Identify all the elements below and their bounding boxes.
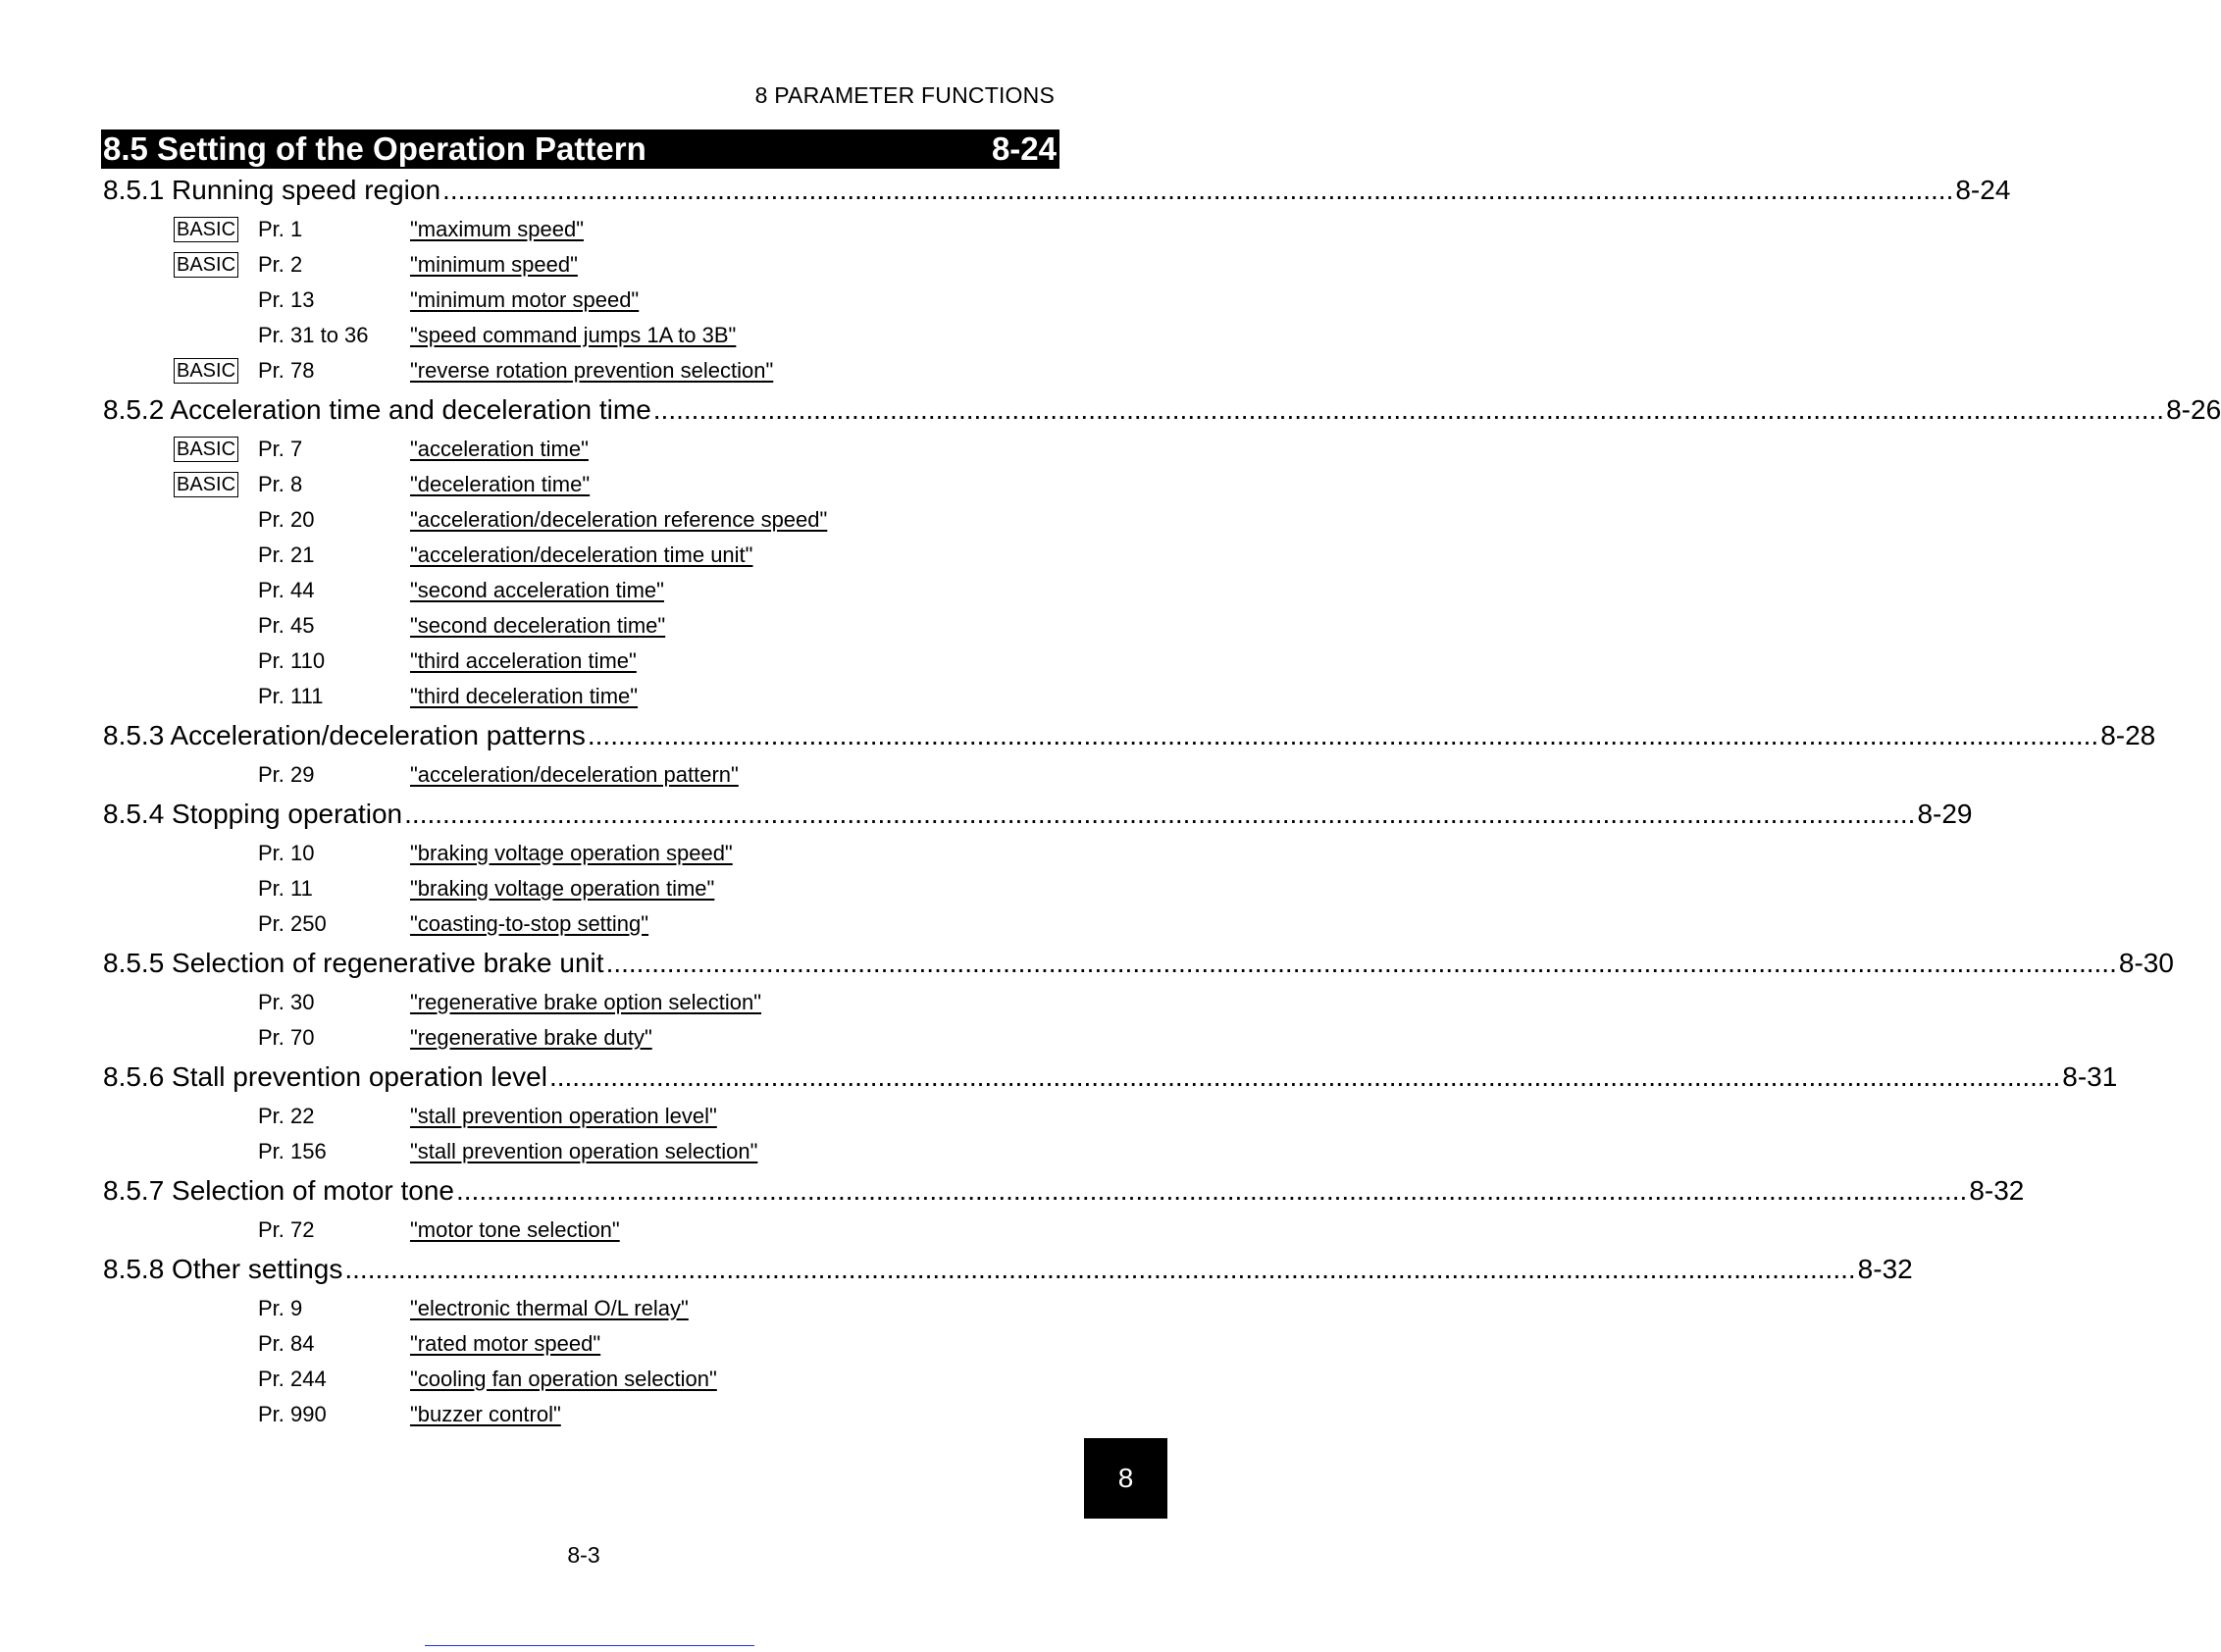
toc-leader-dots: ...................................................................................................................................................................................................... <box>652 394 2165 425</box>
parameter-number: Pr. 22 <box>258 1104 315 1128</box>
basic-badge: BASIC <box>174 217 238 242</box>
parameter-link[interactable] <box>258 1362 717 1397</box>
parameter-number: Pr. 9 <box>258 1296 303 1320</box>
parameter-link[interactable] <box>258 318 736 353</box>
parameter-link[interactable] <box>258 644 637 679</box>
parameter-name: "buzzer control" <box>410 1402 561 1426</box>
parameter-row <box>103 502 1050 538</box>
toc-entry-page: 8-24 <box>1955 175 2011 205</box>
table-of-contents <box>103 169 2221 1432</box>
parameter-number: Pr. 990 <box>258 1402 327 1426</box>
parameter-row <box>103 836 1050 871</box>
parameter-row <box>103 1397 1050 1432</box>
running-header: 8 PARAMETER FUNCTIONS <box>754 82 1055 108</box>
toc-leader-dots: ...................................................................................................................................................................................................... <box>456 1175 1968 1206</box>
parameter-link[interactable] <box>258 1291 689 1326</box>
parameter-name: "second acceleration time" <box>410 578 664 602</box>
parameter-number: Pr. 30 <box>258 990 315 1014</box>
toc-entry[interactable] <box>103 1248 1913 1291</box>
parameter-name: "maximum speed" <box>410 217 585 241</box>
toc-entry-title: 8.5.3 Acceleration/deceleration patterns <box>103 720 586 750</box>
parameter-name: "third deceleration time" <box>410 684 639 708</box>
parameter-link[interactable] <box>258 757 739 793</box>
toc-entry-title: 8.5.8 Other settings <box>103 1254 343 1284</box>
parameter-name: "stall prevention operation selection" <box>410 1139 758 1163</box>
toc-entry-page: 8-32 <box>1969 1175 2025 1206</box>
parameter-row <box>103 212 1050 247</box>
parameter-number: Pr. 31 to 36 <box>258 323 369 347</box>
parameter-name: "second deceleration time" <box>410 613 666 638</box>
parameter-name: "minimum speed" <box>410 252 578 277</box>
parameter-link[interactable] <box>258 1099 717 1134</box>
parameter-row <box>103 1362 1050 1397</box>
toc-entry-page: 8-28 <box>2100 720 2156 750</box>
parameter-name: "minimum motor speed" <box>410 287 640 312</box>
toc-entry[interactable] <box>103 1056 2118 1099</box>
toc-entry[interactable] <box>103 793 1973 836</box>
toc-entry[interactable] <box>103 1169 2025 1213</box>
parameter-number: Pr. 250 <box>258 911 327 936</box>
parameter-number: Pr. 70 <box>258 1025 315 1050</box>
parameter-link[interactable] <box>258 871 714 906</box>
parameter-link[interactable] <box>258 608 665 644</box>
toc-entry-page: 8-26 <box>2166 394 2221 425</box>
parameter-link[interactable] <box>258 432 589 467</box>
parameter-row <box>103 679 1050 714</box>
toc-entry-page: 8-29 <box>1917 799 1973 829</box>
parameter-row <box>103 1134 1050 1169</box>
toc-entry-page: 8-32 <box>1857 1254 1913 1284</box>
parameter-name: "electronic thermal O/L relay" <box>410 1296 689 1320</box>
parameter-name: "cooling fan operation selection" <box>410 1367 717 1391</box>
toc-entry-page: 8-31 <box>2062 1061 2118 1092</box>
parameter-name: "acceleration/deceleration reference speed" <box>410 507 828 532</box>
parameter-name: "regenerative brake duty" <box>410 1025 652 1050</box>
parameter-number: Pr. 8 <box>258 472 303 496</box>
parameter-number: Pr. 110 <box>258 648 326 673</box>
parameter-name: "regenerative brake option selection" <box>410 990 762 1014</box>
parameter-row <box>103 1099 1050 1134</box>
toc-entry-page: 8-30 <box>2118 948 2174 978</box>
parameter-link[interactable] <box>258 353 773 388</box>
chapter-tab[interactable]: 8 <box>1084 1438 1167 1519</box>
basic-badge: BASIC <box>174 252 238 278</box>
parameter-link[interactable] <box>258 247 578 283</box>
parameter-link[interactable] <box>258 467 590 502</box>
parameter-row <box>103 573 1050 608</box>
parameter-number: Pr. 44 <box>258 578 315 602</box>
parameter-number: Pr. 11 <box>258 876 313 901</box>
parameter-row <box>103 247 1050 283</box>
parameter-row <box>103 1213 1050 1248</box>
toc-entry[interactable] <box>103 714 2156 757</box>
parameter-name: "braking voltage operation time" <box>410 876 715 901</box>
parameter-number: Pr. 29 <box>258 762 315 787</box>
toc-leader-dots: ...................................................................................................................................................................................................... <box>548 1061 2061 1092</box>
parameter-number: Pr. 21 <box>258 542 315 567</box>
section-page: 8-24 <box>991 130 1057 167</box>
parameter-name: "coasting-to-stop setting" <box>410 911 649 936</box>
toc-entry-title: 8.5.4 Stopping operation <box>103 799 403 829</box>
parameter-number: Pr. 1 <box>258 217 303 241</box>
parameter-number: Pr. 156 <box>258 1139 327 1163</box>
parameter-number: Pr. 20 <box>258 507 315 532</box>
footer-link-line <box>425 1645 754 1646</box>
toc-entry[interactable] <box>103 388 2221 432</box>
basic-badge: BASIC <box>174 358 238 384</box>
parameter-row <box>103 608 1050 644</box>
parameter-row <box>103 906 1050 942</box>
parameter-name: "speed command jumps 1A to 3B" <box>410 323 737 347</box>
parameter-number: Pr. 78 <box>258 358 315 383</box>
toc-leader-dots: ...................................................................................................................................................................................................... <box>344 1254 1856 1284</box>
parameter-row <box>103 283 1050 318</box>
parameter-row <box>103 1291 1050 1326</box>
toc-entry-title: 8.5.1 Running speed region <box>103 175 441 205</box>
parameter-name: "reverse rotation prevention selection" <box>410 358 774 383</box>
parameter-link[interactable] <box>258 836 733 871</box>
parameter-number: Pr. 10 <box>258 841 315 865</box>
basic-badge: BASIC <box>174 472 238 497</box>
parameter-link[interactable] <box>258 1397 561 1432</box>
toc-leader-dots: ...................................................................................................................................................................................................... <box>404 799 1916 829</box>
parameter-name: "braking voltage operation speed" <box>410 841 733 865</box>
parameter-name: "acceleration/deceleration time unit" <box>410 542 753 567</box>
parameter-name: "third acceleration time" <box>410 648 637 673</box>
parameter-name: "stall prevention operation level" <box>410 1104 717 1128</box>
parameter-link[interactable] <box>258 1020 652 1056</box>
parameter-link[interactable] <box>258 985 761 1020</box>
parameter-row <box>103 538 1050 573</box>
parameter-link[interactable] <box>258 1134 757 1169</box>
toc-leader-dots: ...................................................................................................................................................................................................... <box>442 175 1954 205</box>
parameter-number: Pr. 84 <box>258 1331 315 1356</box>
parameter-number: Pr. 13 <box>258 287 315 312</box>
toc-entry-title: 8.5.7 Selection of motor tone <box>103 1175 454 1206</box>
parameter-number: Pr. 72 <box>258 1217 315 1242</box>
parameter-number: Pr. 45 <box>258 613 315 638</box>
basic-badge: BASIC <box>174 437 238 462</box>
toc-entry[interactable] <box>103 169 2011 212</box>
parameter-row <box>103 467 1050 502</box>
parameter-name: "deceleration time" <box>410 472 591 496</box>
page-number: 8-3 <box>567 1542 600 1568</box>
toc-entry-title: 8.5.6 Stall prevention operation level <box>103 1061 547 1092</box>
parameter-link[interactable] <box>258 212 584 247</box>
toc-entry-title: 8.5.5 Selection of regenerative brake unit <box>103 948 604 978</box>
parameter-name: "rated motor speed" <box>410 1331 601 1356</box>
parameter-row <box>103 871 1050 906</box>
parameter-row <box>103 1020 1050 1056</box>
parameter-row <box>103 644 1050 679</box>
parameter-row <box>103 318 1050 353</box>
parameter-row <box>103 757 1050 793</box>
parameter-link[interactable] <box>258 538 752 573</box>
parameter-name: "motor tone selection" <box>410 1217 620 1242</box>
parameter-number: Pr. 111 <box>258 684 324 708</box>
parameter-link[interactable] <box>258 906 648 942</box>
toc-leader-dots: ...................................................................................................................................................................................................... <box>587 720 2099 750</box>
toc-entry[interactable] <box>103 942 2174 985</box>
parameter-number: Pr. 7 <box>258 437 303 461</box>
toc-leader-dots: ...................................................................................................................................................................................................... <box>605 948 2117 978</box>
parameter-link[interactable] <box>258 502 827 538</box>
section-heading[interactable] <box>101 129 1059 169</box>
parameter-row <box>103 1326 1050 1362</box>
toc-entry-title: 8.5.2 Acceleration time and deceleration time <box>103 394 651 425</box>
parameter-row <box>103 985 1050 1020</box>
parameter-link[interactable] <box>258 1213 620 1248</box>
parameter-name: "acceleration time" <box>410 437 589 461</box>
parameter-link[interactable] <box>258 679 638 714</box>
parameter-name: "acceleration/deceleration pattern" <box>410 762 739 787</box>
parameter-number: Pr. 244 <box>258 1367 327 1391</box>
parameter-link[interactable] <box>258 1326 600 1362</box>
section-title: 8.5 Setting of the Operation Pattern <box>103 130 646 167</box>
parameter-link[interactable] <box>258 573 664 608</box>
parameter-row <box>103 432 1050 467</box>
parameter-link[interactable] <box>258 283 639 318</box>
parameter-number: Pr. 2 <box>258 252 303 277</box>
parameter-row <box>103 353 1050 388</box>
